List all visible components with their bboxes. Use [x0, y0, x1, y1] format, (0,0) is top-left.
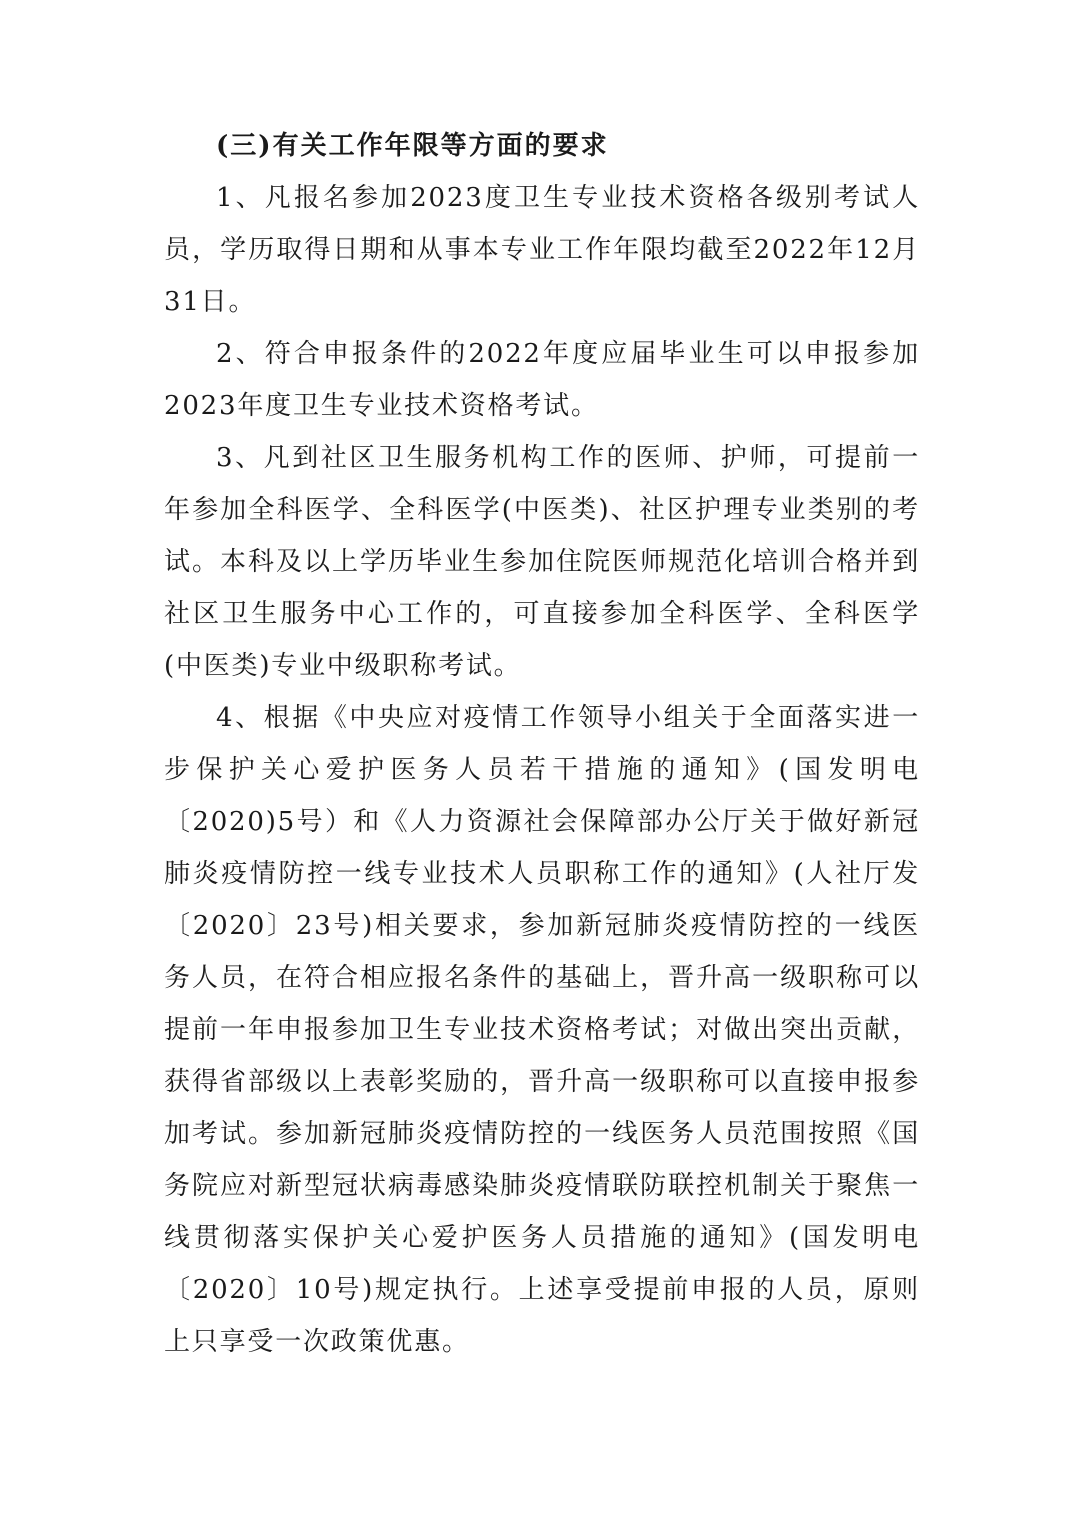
paragraph-1: 1、凡报名参加2023度卫生专业技术资格各级别考试人员，学历取得日期和从事本专业工作年限均截至2022年12月31日。 — [164, 183, 920, 317]
paragraph-4: 4、根据《中央应对疫情工作领导小组关于全面落实进一步保护关心爱护医务人员若干措施的通知》(国发明电〔2020)5号）和《人力资源社会保障部办公厅关于做好新冠肺炎疫情防控一线专业技术人员职称工作的通知》(人社厅发〔2020〕23号)相关要求，参加新冠肺炎疫情防控的一线医务人员，在符合相应报名条件的基础上，晋升高一级职称可以提前一年申报参加卫生专业技术资格考试；对做出突出贡献，获得省部级以上表彰奖励的，晋升高一级职称可以直接申报参加考试。参加新冠肺炎疫情防控的一线医务人员范围按照《国务院应对新型冠状病毒感染肺炎疫情联防联控机制关于聚焦一线贯彻落实保护关心爱护医务人员措施的通知》(国发明电〔2020〕10号)规定执行。上述享受提前申报的人员，原则上只享受一次政策优惠。 — [164, 703, 920, 1357]
section-heading: (三)有关工作年限等方面的要求 — [216, 131, 609, 161]
paragraph-2: 2、符合申报条件的2022年度应届毕业生可以申报参加2023年度卫生专业技术资格考试。 — [164, 339, 920, 421]
paragraph-3: 3、凡到社区卫生服务机构工作的医师、护师，可提前一年参加全科医学、全科医学(中医类)、社区护理专业类别的考试。本科及以上学历毕业生参加住院医师规范化培训合格并到社区卫生服务中心工作的，可直接参加全科医学、全科医学(中医类)专业中级职称考试。 — [164, 443, 920, 681]
document-page — [164, 120, 920, 1368]
